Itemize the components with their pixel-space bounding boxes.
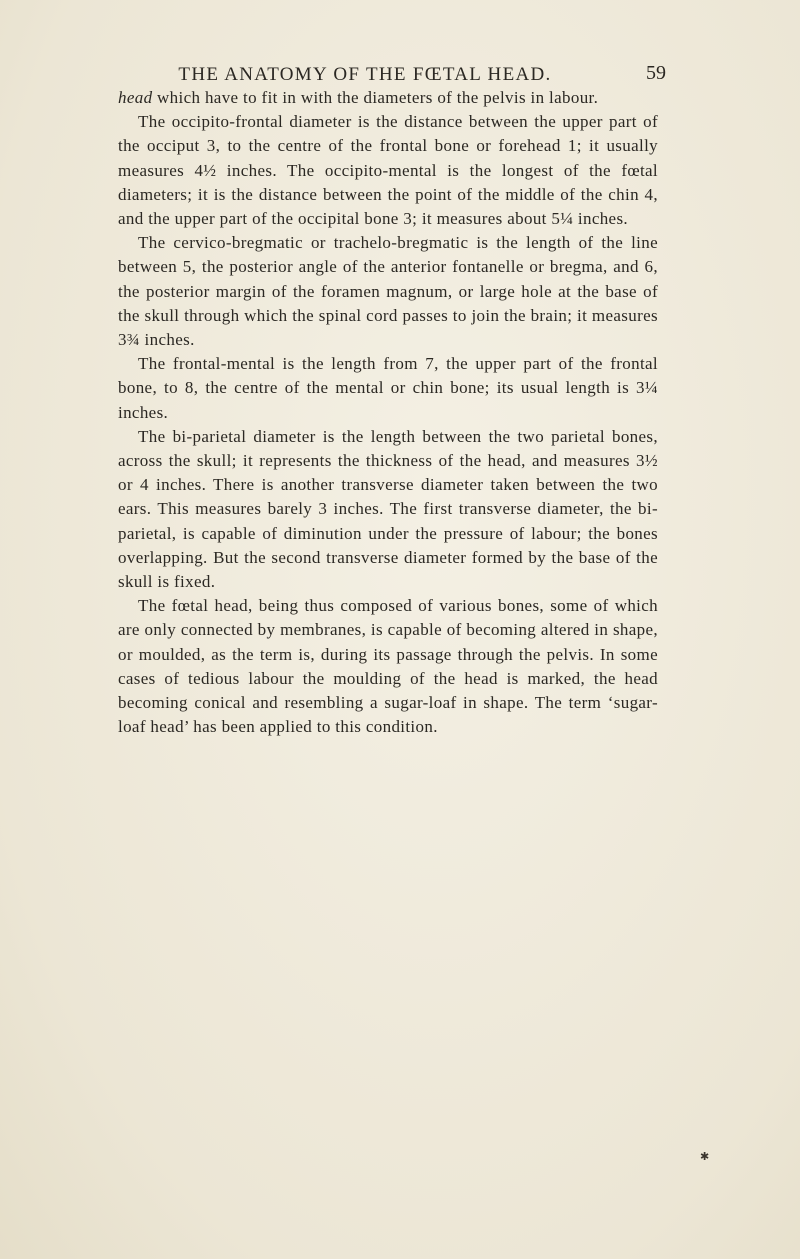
running-head: THE ANATOMY OF THE FŒTAL HEAD. — [178, 64, 552, 85]
paragraph-text: which have to fit in with the diameters of the pelvis in labour. — [152, 88, 599, 107]
ink-spot-icon: ✱ — [700, 1150, 710, 1163]
paragraph-cervico-bregmatic: The cervico-bregmatic or trachelo-bregmatic is the length of the line between 5, the posterior angle of the anterior fontanelle or bregma, and 6, the posterior margin of the foramen magnum, or large hole at the base of the skull through which the spinal cord passes to join the brain; it measures 3¾ inches. — [118, 233, 658, 350]
italic-word: head — [118, 88, 153, 107]
paragraph-bi-parietal: The bi-parietal diameter is the length between the two parietal bones, across the skull; it represents the thickness of the head, and measures 3½ or 4 inches. There is another transverse diameter taken between the two ears. This measures barely 3 inches. The first transverse diameter, the bi-parietal, is capable of diminution under the pressure of labour; the bones overlapping. But the second transverse diameter formed by the base of the skull is fixed. — [118, 426, 658, 592]
page-number: 59 — [646, 62, 666, 84]
paragraph-continued — [118, 86, 658, 110]
paragraph-frontal-mental: The frontal-mental is the length from 7, the upper part of the frontal bone, to 8, the centre of the mental or chin bone; its usual length is 3¼ inches. — [118, 354, 658, 422]
paragraph-occipito-frontal: The occipito-frontal diameter is the distance between the upper part of the occiput 3, to the centre of the frontal bone or forehead 1; it usually measures 4½ inches. The occipito-mental is the longest of the fœtal diameters; it is the distance between the point of the middle of the chin 4, and the upper part of the occipital bone 3; it measures about 5¼ inches. — [118, 112, 658, 229]
paragraph-moulding: The fœtal head, being thus composed of various bones, some of which are only connected by membranes, is capable of becoming altered in shape, or moulded, as the term is, during its passage through the pelvis. In some cases of tedious labour the moulding of the head is marked, the head becoming conical and resembling a sugar-loaf in shape. The term ‘sugar-loaf head’ has been applied to this condition. — [118, 596, 658, 737]
body-text — [118, 86, 658, 739]
